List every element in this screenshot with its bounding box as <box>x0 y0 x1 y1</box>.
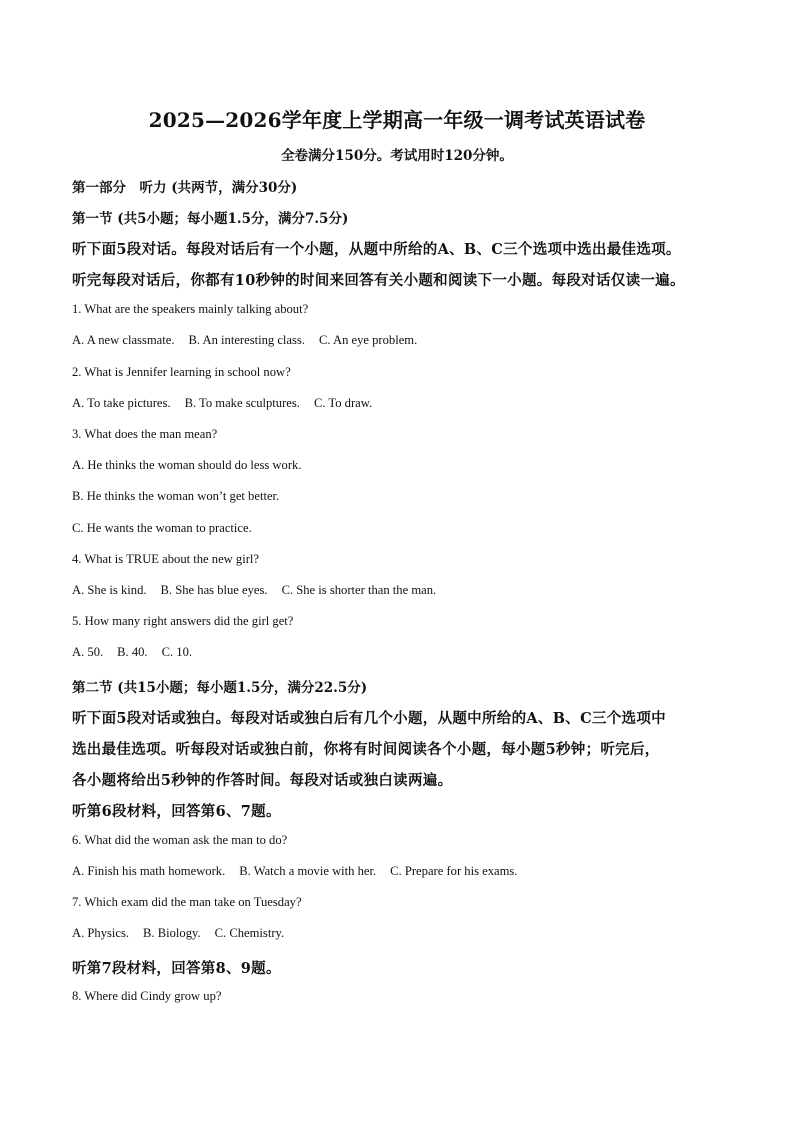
section2-instruction-line2: 选出最佳选项。听每段对话或独白前，你将有时间阅读各个小题，每小题5秒钟；听完后， <box>72 741 660 758</box>
question-8-stem: 8. Where did Cindy grow up? <box>72 989 222 1003</box>
question-7-options <box>72 926 742 941</box>
question-1-stem: 1. What are the speakers mainly talking about? <box>72 302 309 316</box>
option-c: C. To draw. <box>313 396 373 410</box>
question-6-stem: 6. What did the woman ask the man to do? <box>72 833 288 847</box>
option-c: C. Chemistry. <box>214 926 285 940</box>
question-3-option-c: C. He wants the woman to practice. <box>72 521 252 535</box>
section2-instruction-line3: 各小题将给出5秒钟的作答时间。每段对话或独白读两遍。 <box>72 772 453 789</box>
option-c: C. Prepare for his exams. <box>390 864 518 878</box>
question-3-stem: 3. What does the man mean? <box>72 427 218 441</box>
option-b: B. She has blue eyes. <box>160 583 268 597</box>
section1-instruction-line2: 听完每段对话后，你都有10秒钟的时间来回答有关小题和阅读下一小题。每段对话仅读一遍。 <box>72 272 685 289</box>
question-1-options <box>72 333 742 348</box>
option-c: C. 10. <box>161 645 193 659</box>
question-4-options <box>72 583 742 598</box>
question-6-options <box>72 864 742 879</box>
option-a: A. 50. <box>72 645 104 659</box>
option-c: C. An eye problem. <box>318 333 418 347</box>
section1-heading: 第一节 (共5小题；每小题1.5分，满分7.5分) <box>72 211 349 227</box>
option-b: B. An interesting class. <box>188 333 305 347</box>
question-2-stem: 2. What is Jennifer learning in school now? <box>72 365 291 379</box>
option-a: A. Finish his math homework. <box>72 864 226 878</box>
option-b: B. Biology. <box>143 926 201 940</box>
option-a: A. She is kind. <box>72 583 147 597</box>
page-title: 2025—2026学年度上学期高一年级一调考试英语试卷 <box>148 108 646 132</box>
material-7-heading: 听第7段材料，回答第8、9题。 <box>72 960 281 977</box>
material-6-heading: 听第6段材料，回答第6、7题。 <box>72 803 281 820</box>
question-5-options <box>72 645 742 660</box>
question-2-options <box>72 396 742 411</box>
section2-instruction-line1: 听下面5段对话或独白。每段对话或独白后有几个小题，从题中所给的A、B、C三个选项中 <box>72 710 666 727</box>
section1-instruction-line1: 听下面5段对话。每段对话后有一个小题，从题中所给的A、B、C三个选项中选出最佳选项。 <box>72 241 681 258</box>
option-a: A. Physics. <box>72 926 130 940</box>
option-c: C. She is shorter than the man. <box>281 583 437 597</box>
option-b: B. Watch a movie with her. <box>239 864 377 878</box>
question-5-stem: 5. How many right answers did the girl get? <box>72 614 294 628</box>
option-a: A. A new classmate. <box>72 333 175 347</box>
option-b: B. 40. <box>117 645 148 659</box>
option-b: B. To make sculptures. <box>184 396 300 410</box>
question-4-stem: 4. What is TRUE about the new girl? <box>72 552 260 566</box>
page-subtitle: 全卷满分150分。考试用时120分钟。 <box>281 148 513 164</box>
question-3-option-b: B. He thinks the woman won’t get better. <box>72 489 280 503</box>
question-7-stem: 7. Which exam did the man take on Tuesday? <box>72 895 302 909</box>
option-a: A. To take pictures. <box>72 396 171 410</box>
part1-heading: 第一部分 听力 (共两节，满分30分) <box>72 180 298 196</box>
section2-heading: 第二节 (共15小题；每小题1.5分，满分22.5分) <box>72 680 368 696</box>
question-3-option-a: A. He thinks the woman should do less work. <box>72 458 302 472</box>
